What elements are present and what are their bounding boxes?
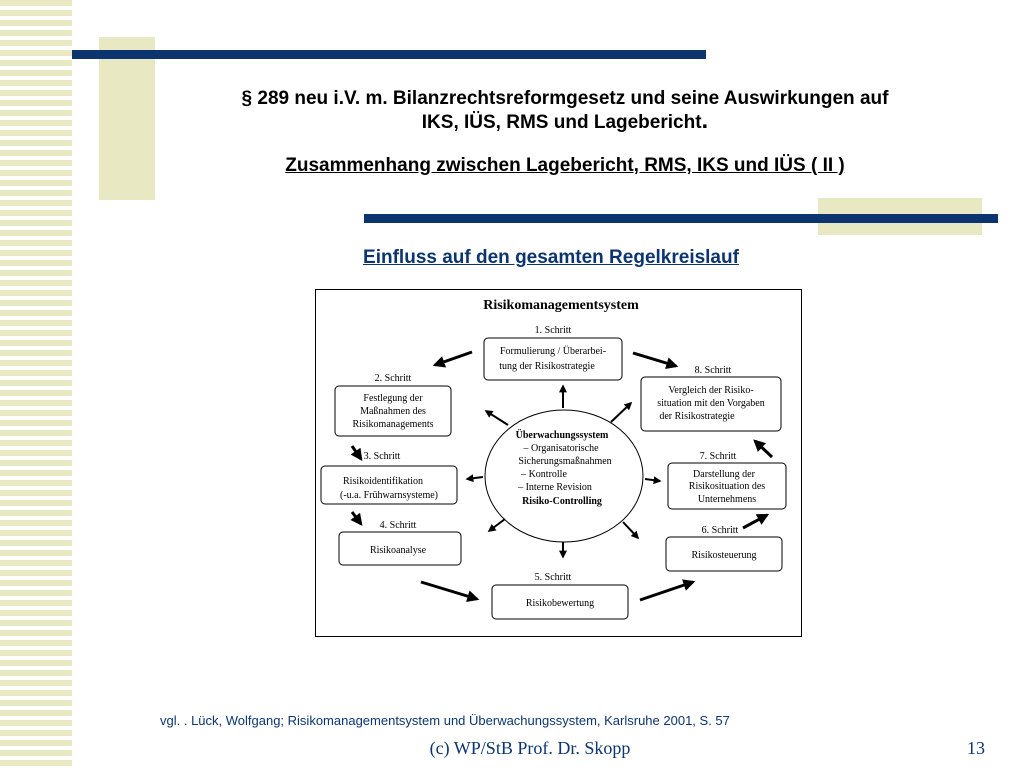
navy-bar-top-decoration xyxy=(72,50,706,59)
step-6-text: Risikosteuerung xyxy=(691,550,757,561)
step-1-text-line-1: Formulierung / Überarbei- xyxy=(499,346,607,357)
radial-arrow-lower-left xyxy=(489,519,505,531)
step-7-text-line-1: Darstellung der xyxy=(693,469,755,480)
step-1-label: 1. Schritt xyxy=(534,325,572,336)
step-7-label: 7. Schritt xyxy=(699,451,737,462)
step-1-box xyxy=(484,338,622,380)
monitoring-system-title: Überwachungssystem xyxy=(515,430,609,441)
navy-bar-right-decoration xyxy=(364,214,998,223)
step-6-label: 6. Schritt xyxy=(701,525,739,536)
arrow-step6-to-step7 xyxy=(743,515,767,528)
radial-arrow-right xyxy=(645,479,660,481)
arrow-step7-to-step8 xyxy=(755,441,772,457)
slide-title-line-2-text: IKS, IÜS, RMS und Lagebericht xyxy=(421,112,702,133)
left-stripe-decoration xyxy=(0,0,72,768)
section-heading: Einfluss auf den gesamten Regelkreislauf xyxy=(363,247,739,268)
step-3-text-line-1: Risikoidentifikation xyxy=(343,476,423,487)
monitoring-system-footer: Risiko-Controlling xyxy=(522,496,602,507)
step-8-label: 8. Schritt xyxy=(694,365,732,376)
arrow-step3-to-step4 xyxy=(352,512,361,524)
slide-subtitle: Zusammenhang zwischen Lagebericht, RMS, IKS und IÜS ( II ) xyxy=(285,155,845,176)
step-8-text-line-2: situation mit den Vorgaben xyxy=(657,398,765,409)
radial-arrow-upper-right xyxy=(611,403,631,422)
monitoring-system-item-3: – Kontrolle xyxy=(521,469,567,480)
page-number: 13 xyxy=(967,738,985,758)
arrow-step4-to-step5 xyxy=(421,582,477,599)
radial-arrow-lower-right xyxy=(623,522,638,538)
slide-title xyxy=(150,88,980,134)
monitoring-system-item-1: – Organisatorische xyxy=(523,443,599,454)
step-7-text-line-3: Unternehmens xyxy=(697,494,757,505)
source-footnote: vgl. . Lück, Wolfgang; Risikomanagementsystem und Überwachungssystem, Karlsruhe 2001, S. 57 xyxy=(160,713,730,728)
arrow-step8-to-step1 xyxy=(633,353,676,366)
step-3-label: 3. Schritt xyxy=(363,451,401,462)
step-1-text-line-2: tung der Risikostrategie xyxy=(499,361,595,372)
arrow-step1-to-step2 xyxy=(435,352,472,365)
diagram-title: Risikomanagementsystem xyxy=(483,298,639,313)
radial-arrow-upper-left xyxy=(486,411,508,425)
radial-arrow-left xyxy=(467,477,483,479)
step-2-text-line-1: Festlegung der xyxy=(363,393,423,404)
footer-copyright: (c) WP/StB Prof. Dr. Skopp xyxy=(429,738,631,758)
step-5-text: Risikobewertung xyxy=(525,598,595,609)
olive-block-top-decoration xyxy=(99,37,155,200)
monitoring-system-item-4: – Interne Revision xyxy=(518,482,592,493)
risk-management-cycle-diagram xyxy=(315,289,802,637)
step-4-label: 4. Schritt xyxy=(379,520,417,531)
slide-title-period: . xyxy=(701,107,709,134)
arrow-step5-to-step6 xyxy=(640,582,693,600)
step-2-text-line-2: Maßnahmen des xyxy=(360,406,426,417)
step-2-label: 2. Schritt xyxy=(374,373,412,384)
step-7-text-line-2: Risikosituation des xyxy=(688,481,766,492)
arrow-step2-to-step3 xyxy=(352,446,361,459)
step-8-text-line-3: der Risikostrategie xyxy=(659,411,735,422)
monitoring-system-item-2: Sicherungsmaßnahmen xyxy=(518,456,612,467)
step-2-text-line-3: Risikomanagements xyxy=(352,419,434,430)
slide-title-line-1: § 289 neu i.V. m. Bilanzrechtsreformgesetz und seine Auswirkungen auf xyxy=(241,88,889,109)
slide-title-line-2 xyxy=(150,107,980,134)
step-4-text: Risikoanalyse xyxy=(369,545,427,556)
step-5-label: 5. Schritt xyxy=(534,572,572,583)
step-3-text-line-2: (-u.a. Frühwarnsysteme) xyxy=(339,490,439,501)
step-8-text-line-1: Vergleich der Risiko- xyxy=(668,385,754,396)
